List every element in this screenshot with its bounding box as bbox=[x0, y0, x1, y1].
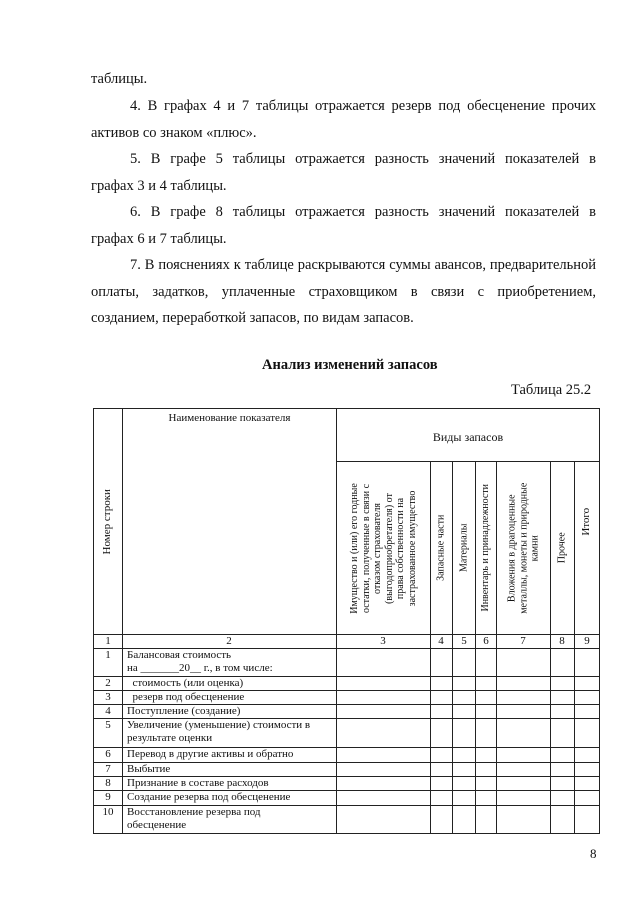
row-label: Выбытие bbox=[127, 763, 171, 775]
row-number: 5 bbox=[105, 719, 111, 731]
row-label: Создание резерва под обесценение bbox=[127, 791, 291, 803]
header-line: Вложения в драгоценные bbox=[506, 494, 518, 602]
row-number: 6 bbox=[105, 748, 111, 760]
row-number: 4 bbox=[105, 705, 111, 717]
text-line: 4. В графах 4 и 7 таблицы отражается резерв под обесценение прочих bbox=[130, 98, 596, 114]
text-line: 6. В графе 8 таблицы отражается разность значений показателей в bbox=[130, 204, 596, 220]
header-col-6: Инвентарь и принадлежности bbox=[480, 484, 492, 612]
row-number: 10 bbox=[102, 806, 114, 818]
row-number: 2 bbox=[105, 677, 111, 689]
row-label: на _______20__ г., в том числе: bbox=[127, 662, 273, 674]
header-line: остатки, полученные в связи с bbox=[360, 483, 372, 613]
row-label: Балансовая стоимость bbox=[127, 649, 232, 661]
header-line: металлы, монеты и природные bbox=[517, 482, 529, 614]
column-number: 7 bbox=[520, 635, 526, 647]
row-label: Признание в составе расходов bbox=[127, 777, 269, 789]
header-col-5: Материалы bbox=[458, 523, 470, 573]
row-label: Поступление (создание) bbox=[127, 705, 241, 717]
header-line: отказом страхователя bbox=[372, 502, 383, 594]
header-col-7 bbox=[497, 462, 550, 634]
table-caption: Таблица 25.2 bbox=[511, 382, 592, 398]
header-line: застрахованное имущество bbox=[406, 490, 418, 606]
row-number: 3 bbox=[105, 691, 111, 703]
header-col-8: Прочее bbox=[556, 532, 568, 564]
column-number: 5 bbox=[461, 635, 467, 647]
header-line: Имущество и (или) его годные bbox=[349, 482, 360, 614]
header-col-3 bbox=[337, 462, 430, 634]
row-number: 8 bbox=[105, 777, 111, 789]
row-label: резерв под обесценение bbox=[127, 691, 245, 703]
row-label: результате оценки bbox=[127, 732, 213, 744]
row-label: Увеличение (уменьшение) стоимости в bbox=[127, 719, 311, 731]
header-col-4: Запасные части bbox=[435, 514, 447, 582]
row-number: 1 bbox=[105, 649, 111, 661]
text-line: активов со знаком «плюс». bbox=[91, 125, 257, 141]
column-number: 4 bbox=[438, 635, 444, 647]
header-line: права собственности на bbox=[395, 497, 406, 599]
text-line: графах 6 и 7 таблицы. bbox=[91, 231, 227, 247]
page-number: 8 bbox=[590, 846, 597, 861]
row-label: Перевод в другие активы и обратно bbox=[127, 748, 294, 760]
text-line: 5. В графе 5 таблицы отражается разность значений показателей в bbox=[130, 151, 596, 167]
table-heading: Анализ изменений запасов bbox=[262, 357, 438, 373]
text-line: 7. В пояснениях к таблице раскрываются суммы авансов, предварительной bbox=[130, 257, 596, 273]
header-col-9: Итого bbox=[580, 507, 593, 536]
row-label: стоимость (или оценка) bbox=[127, 677, 244, 689]
row-label: обесценение bbox=[127, 819, 187, 831]
row-number: 9 bbox=[105, 791, 111, 803]
column-number: 3 bbox=[380, 635, 386, 647]
header-indicator-name: Наименование показателя bbox=[168, 412, 291, 424]
text-line: созданием, переработкой запасов, по видам запасов. bbox=[91, 310, 414, 326]
row-label: Восстановление резерва под bbox=[127, 806, 261, 818]
text-line: оплаты, задатков, уплаченные страховщиком в связи с приобретением, bbox=[91, 284, 596, 300]
text-line: таблицы. bbox=[91, 71, 148, 87]
column-number: 1 bbox=[105, 635, 111, 647]
row-number: 7 bbox=[105, 763, 111, 775]
text-line: графах 3 и 4 таблицы. bbox=[91, 178, 227, 194]
column-number: 9 bbox=[584, 635, 590, 647]
header-row-number: Номер строки bbox=[101, 488, 114, 555]
column-number: 2 bbox=[226, 635, 232, 647]
column-number: 8 bbox=[559, 635, 565, 647]
header-line: камни bbox=[529, 534, 541, 562]
header-line: (выгодоприобретателя) от bbox=[383, 492, 395, 604]
column-number: 6 bbox=[483, 635, 489, 647]
header-inventory-types: Виды запасов bbox=[432, 430, 504, 444]
